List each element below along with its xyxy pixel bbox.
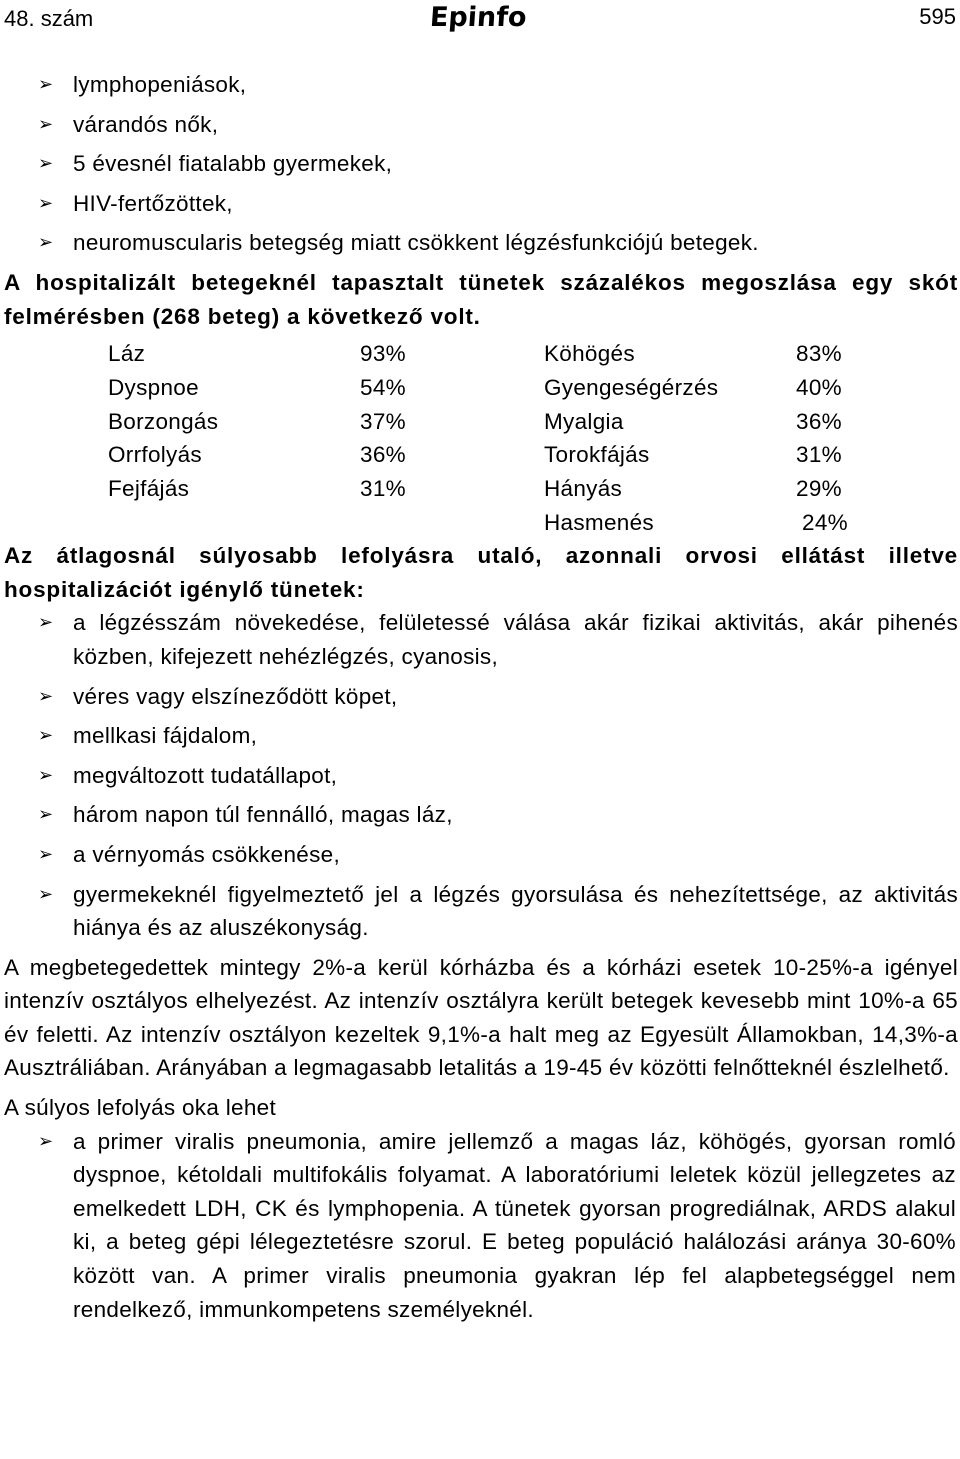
symptom-name: Láz [108, 341, 146, 367]
intro-paragraph: A hospitalizált betegeknél tapasztalt tünetek százalékos megoszlása egy skót felmérésben (268 beteg) a következő volt. [4, 269, 958, 329]
page-header [0, 2, 960, 36]
article-body [0, 68, 958, 1326]
issue-number: 48. szám [4, 6, 94, 31]
symptom-percent: 31% [796, 442, 842, 468]
severe-symptoms-heading: Az átlagosnál súlyosabb lefolyásra utaló, azonnali orvosi ellátást illetve hospitalizációt igénylő tünetek: [4, 543, 958, 602]
risk-group-list [0, 68, 958, 260]
symptom-percent: 36% [796, 409, 842, 435]
severe-cause-list [0, 1125, 958, 1327]
arrow-bullet-icon: ➢ [38, 113, 54, 135]
list-item: ➢ HIV-fertőzöttek, [0, 187, 958, 221]
arrow-bullet-icon: ➢ [38, 804, 54, 826]
symptom-name: Fejfájás [108, 476, 190, 502]
symptom-percent: 83% [796, 341, 842, 367]
symptom-name: Köhögés [544, 341, 635, 367]
arrow-bullet-icon: ➢ [38, 153, 54, 175]
symptom-percent: 31% [360, 476, 406, 502]
symptom-name: Torokfájás [544, 442, 650, 468]
list-item: ➢ mellkasi fájdalom, [0, 719, 958, 753]
symptom-percent: 37% [360, 409, 406, 435]
arrow-bullet-icon: ➢ [38, 612, 54, 634]
arrow-bullet-icon: ➢ [38, 883, 54, 905]
list-item: ➢ gyermekeknél figyelmeztető jel a légzés gyorsulása és nehezítettsége, az aktivitás hiánya és az aluszékonyság. [0, 878, 958, 945]
publication-logo: Epinfo [428, 2, 528, 33]
symptom-name: Myalgia [544, 409, 624, 435]
list-item: ➢ véres vagy elszíneződött köpet, [0, 680, 958, 714]
arrow-bullet-icon: ➢ [38, 764, 54, 786]
arrow-bullet-icon: ➢ [38, 232, 54, 254]
arrow-bullet-icon: ➢ [38, 725, 54, 747]
symptom-percent: 29% [796, 476, 842, 502]
list-item: ➢ neuromuscularis betegség miatt csökkent légzésfunkciójú betegek. [0, 226, 958, 260]
list-item: ➢ 5 évesnél fiatalabb gyermekek, [0, 147, 958, 181]
list-item: ➢ három napon túl fennálló, magas láz, [0, 798, 958, 832]
arrow-bullet-icon: ➢ [38, 192, 54, 214]
arrow-bullet-icon: ➢ [38, 74, 54, 95]
severe-symptom-list [0, 606, 958, 944]
list-item: ➢ a légzésszám növekedése, felületessé válása akár fizikai aktivitás, akár pihenés közben, kifejezett nehézlégzés, cyanosis, [0, 606, 958, 673]
symptom-table [0, 337, 958, 539]
symptom-name: Orrfolyás [108, 442, 202, 468]
list-item: ➢ lymphopeniások, [0, 68, 958, 102]
arrow-bullet-icon: ➢ [38, 685, 54, 707]
symptom-percent: 54% [360, 375, 406, 401]
hospitalization-paragraph: A megbetegedettek mintegy 2%-a kerül kórházba és a kórházi esetek 10-25%-a igényel intenzív osztályos elhelyezést. Az intenzív osztályra került betegek kevesebb mint 10%-a 65 év feletti. Az intenzív osztályon kezeltek 9,1%-a halt meg az Egyesült Államokban, 14,3%-a Ausztráliában. Arányában a legmagasabb letalitás a 19-45 év közötti felnőtteknél észlelhető. [4, 954, 958, 1081]
list-item: ➢ megváltozott tudatállapot, [0, 759, 958, 793]
symptom-name: Hasmenés [544, 510, 654, 536]
symptom-name: Dyspnoe [108, 375, 199, 401]
page-number: 595 [919, 4, 956, 29]
symptom-percent: 24% [802, 510, 848, 536]
list-item: ➢ várandós nők, [0, 108, 958, 142]
arrow-bullet-icon: ➢ [38, 843, 54, 865]
symptom-percent: 40% [796, 375, 842, 401]
symptom-name: Hányás [544, 476, 623, 502]
symptom-name: Gyengeségérzés [544, 375, 719, 401]
symptom-percent: 93% [360, 341, 406, 367]
severe-cause-heading: A súlyos lefolyás oka lehet [4, 1095, 277, 1121]
list-item: ➢ a vérnyomás csökkenése, [0, 838, 958, 872]
symptom-name: Borzongás [108, 409, 219, 435]
symptom-percent: 36% [360, 442, 406, 468]
arrow-bullet-icon: ➢ [38, 1130, 54, 1152]
list-item: ➢ a primer viralis pneumonia, amire jellemző a magas láz, köhögés, gyorsan romló dyspnoe, kétoldali multifokális folyamat. A laboratóriumi leletek közül jellegzetes az emelkedett LDH, CK és lymphopenia. A tünetek gyorsan progrediálnak, ARDS alakul ki, a beteg gépi lélegeztetésre szorul. E beteg populáció halálozási aránya 30-60% között van. A primer viralis pneumonia gyakran lép fel alapbetegséggel nem rendelkező, immunkompetens személyeknél. [0, 1125, 958, 1327]
